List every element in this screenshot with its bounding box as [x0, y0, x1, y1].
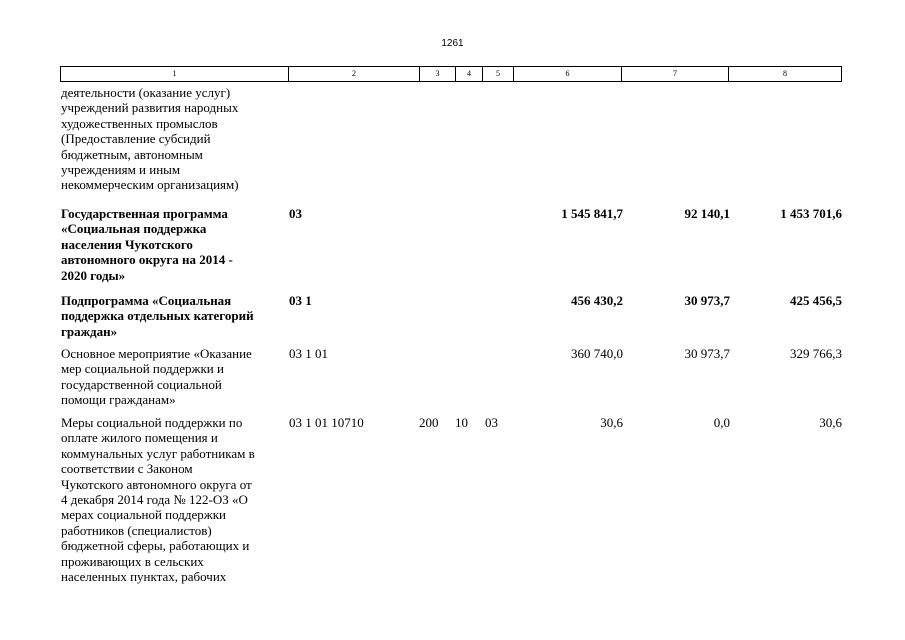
row-sum-col8: 329 766,3 — [790, 346, 842, 361]
name-line: проживающих в сельских — [61, 553, 204, 569]
name-line: Подпрограмма «Социальная — [61, 293, 232, 308]
name-line: государственной социальной — [61, 376, 222, 392]
row-code: 03 1 01 10710 — [289, 415, 364, 430]
name-line: мерах социальной поддержки — [61, 507, 227, 523]
header-col-1: 1 — [61, 67, 289, 81]
name-line: учреждений развития народных — [61, 100, 239, 116]
row-sum-col7: 30 973,7 — [684, 293, 730, 308]
row-code: 03 1 01 — [289, 346, 328, 361]
name-line: мер социальной поддержки и — [61, 361, 224, 377]
row-name — [61, 293, 289, 339]
header-col-5: 5 — [483, 67, 514, 81]
row-code: 03 1 — [289, 293, 312, 308]
row-sum-col7: 30 973,7 — [684, 346, 730, 361]
row-sum-col6: 30,6 — [600, 415, 623, 430]
row-name — [61, 346, 289, 408]
name-line: 2020 годы» — [61, 267, 126, 283]
name-line: (Предоставление субсидий — [61, 131, 211, 147]
name-line: населенных пунктах, рабочих — [61, 569, 227, 585]
row-sum-col6: 456 430,2 — [571, 293, 623, 308]
header-col-7: 7 — [622, 67, 729, 81]
name-line: работников (специалистов) — [61, 522, 212, 538]
table-header — [60, 66, 842, 82]
name-line: некоммерческим организациям) — [61, 177, 239, 193]
name-line: бюджетной сферы, работающих и — [61, 538, 250, 554]
name-line: Основное мероприятие «Оказание — [61, 346, 252, 361]
header-col-6: 6 — [514, 67, 622, 81]
header-col-8: 8 — [783, 69, 787, 78]
name-line: поддержка отдельных категорий — [61, 308, 254, 324]
header-col-4: 4 — [456, 67, 483, 81]
name-line: помощи гражданам» — [61, 392, 176, 408]
row-sum-col7: 92 140,1 — [684, 206, 730, 221]
row-sum-col6: 360 740,0 — [571, 346, 623, 361]
row-sum-col8: 30,6 — [819, 415, 842, 430]
name-line: граждан» — [61, 323, 118, 339]
row-sum-col6: 1 545 841,7 — [561, 206, 623, 221]
row-section: 10 — [455, 415, 468, 430]
name-line: автономного округа на 2014 - — [61, 252, 233, 268]
name-line: Меры социальной поддержки по — [61, 415, 243, 430]
header-col-2: 2 — [289, 67, 420, 81]
row-sum-col8: 425 456,5 — [790, 293, 842, 308]
row-name — [61, 415, 289, 584]
name-line: населения Чукотского — [61, 236, 193, 252]
name-line: коммунальных услуг работникам в — [61, 445, 255, 461]
row-sum-col8: 1 453 701,6 — [780, 206, 842, 221]
row-expense-type: 200 — [419, 415, 439, 430]
name-line: 4 декабря 2014 года № 122-ОЗ «О — [61, 492, 248, 508]
header-col-3: 3 — [420, 67, 456, 81]
name-line: соответствии с Законом — [61, 461, 193, 477]
name-line: Государственная программа — [61, 206, 228, 221]
row-sum-col7: 0,0 — [713, 415, 730, 430]
name-line: деятельности (оказание услуг) — [61, 85, 231, 100]
row-code: 03 — [289, 206, 302, 221]
name-line: оплате жилого помещения и — [61, 430, 218, 446]
name-line: бюджетным, автономным — [61, 146, 203, 162]
name-line: Чукотского автономного округа от — [61, 476, 252, 492]
row-name — [61, 85, 289, 193]
row-subsection: 03 — [485, 415, 498, 430]
row-name — [61, 206, 289, 283]
name-line: «Социальная поддержка — [61, 221, 207, 237]
name-line: учреждениям и иным — [61, 162, 181, 178]
page-number: 1261 — [441, 38, 464, 49]
name-line: художественных промыслов — [61, 115, 218, 131]
